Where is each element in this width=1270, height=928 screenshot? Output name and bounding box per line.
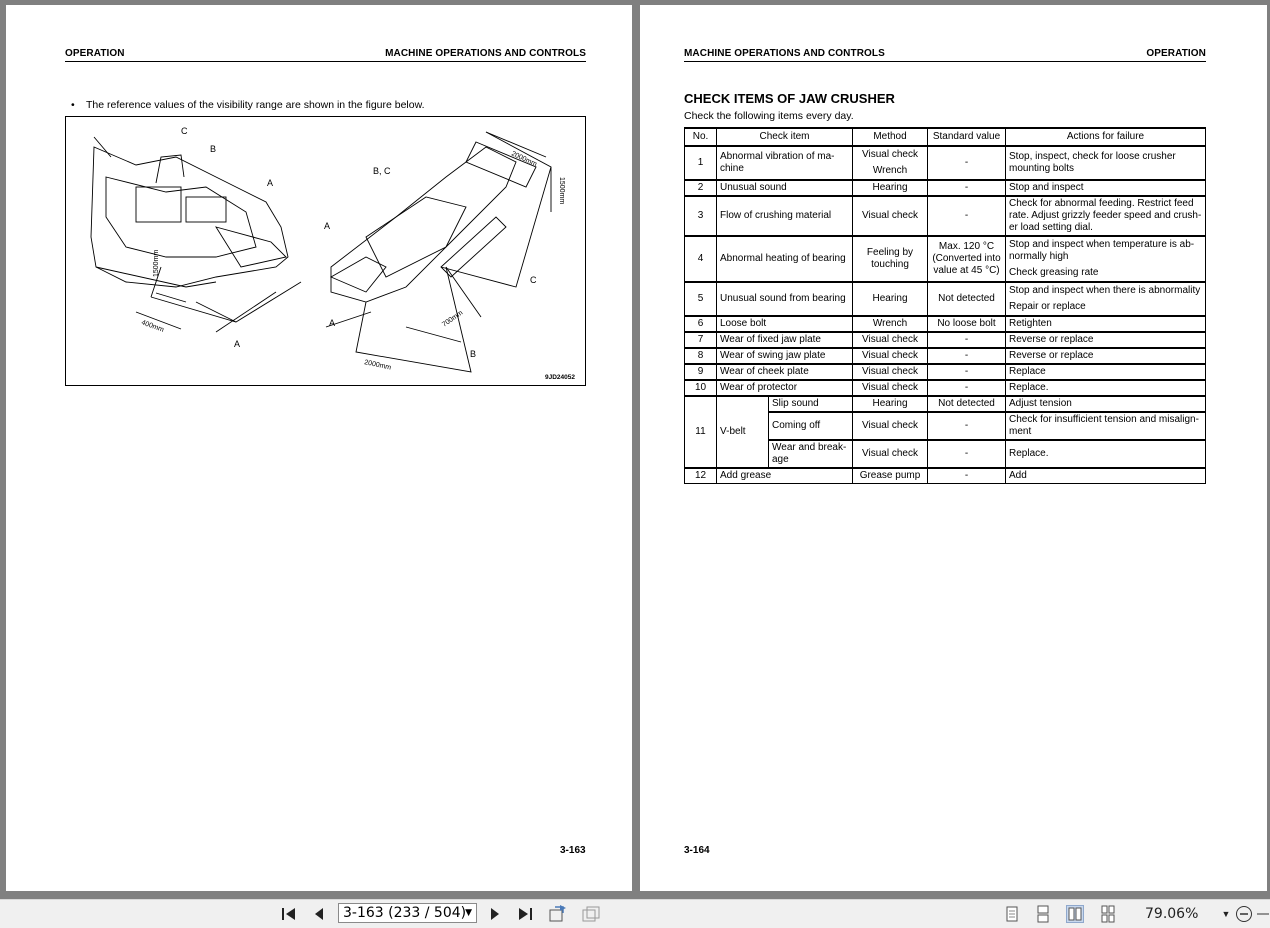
cell-method: Hearing (853, 180, 928, 196)
section-title: CHECK ITEMS OF JAW CRUSHER (684, 91, 895, 106)
cell-std: - (928, 146, 1006, 180)
header-rule (65, 61, 586, 62)
label-2000mm-bottom: 2000mm (363, 359, 392, 372)
cell-action: Reverse or replace (1006, 332, 1206, 348)
cell-action: Replace. (1006, 440, 1206, 468)
cell-std: Max. 120 °C (Converted into value at 45 °C) (928, 236, 1006, 282)
cell-action: Check for abnormal feeding. Restrict feed rate. Adjust grizzly feeder speed and crush-er load setting dial. (1006, 196, 1206, 236)
cell-method: Hearing (853, 396, 928, 412)
label-a-left-bottom: A (234, 339, 241, 349)
cell-no: 4 (685, 236, 717, 282)
cell-method: Visual check (853, 196, 928, 236)
cell-item: Wear of cheek plate (717, 364, 853, 380)
table-row (685, 196, 1206, 236)
cell-std: Not detected (928, 396, 1006, 412)
table-row-vbelt (685, 396, 1206, 412)
previous-view-icon[interactable] (546, 904, 568, 924)
cell-std: - (928, 440, 1006, 468)
cell-std: - (928, 180, 1006, 196)
cell-item: Wear of protector (717, 380, 853, 396)
cell-subitem: Slip sound (769, 396, 853, 412)
prev-page-icon[interactable] (308, 904, 330, 924)
cell-std: - (928, 332, 1006, 348)
table-row (685, 332, 1206, 348)
cell-std: - (928, 196, 1006, 236)
label-a-right-top: A (324, 221, 331, 231)
cell-action: Stop and inspect when temperature is ab-normally high Check greasing rate (1006, 236, 1206, 282)
cell-item: Wear of fixed jaw plate (717, 332, 853, 348)
cell-action: Reverse or replace (1006, 348, 1206, 364)
cell-no: 7 (685, 332, 717, 348)
cell-action: Check for insufficient tension and misalign-ment (1006, 412, 1206, 440)
cell-std: - (928, 348, 1006, 364)
cell-method: Wrench (853, 316, 928, 332)
table-row (685, 236, 1206, 282)
next-view-icon[interactable] (579, 904, 601, 924)
cell-method: Hearing (853, 282, 928, 316)
cell-method: Visual check Wrench (853, 146, 928, 180)
col-header-no: No. (685, 128, 717, 146)
visibility-range-diagram (66, 117, 585, 385)
document-page-right (640, 5, 1267, 891)
cell-item: Wear of swing jaw plate (717, 348, 853, 364)
cell-action: Retighten (1006, 316, 1206, 332)
cell-action: Stop, inspect, check for loose crusher mounting bolts (1006, 146, 1206, 180)
label-a-right-bottom: A (329, 318, 336, 328)
cell-std: - (928, 412, 1006, 440)
cell-method: Visual check (853, 440, 928, 468)
check-items-table (684, 127, 1206, 484)
zoom-dropdown-icon[interactable]: ▼ (1221, 909, 1231, 919)
page-number: 3-163 (560, 845, 586, 856)
two-page-continuous-icon[interactable] (1099, 905, 1117, 923)
viewer-toolbar (0, 899, 1270, 928)
cell-std: - (928, 380, 1006, 396)
last-page-icon[interactable] (514, 904, 536, 924)
cell-action: Add (1006, 468, 1206, 484)
cell-std: Not detected (928, 282, 1006, 316)
cell-method: Grease pump (853, 468, 928, 484)
cell-method: Feeling by touching (853, 236, 928, 282)
cell-std: - (928, 468, 1006, 484)
bullet-text: The reference values of the visibility range are shown in the figure below. (86, 99, 425, 111)
table-row (685, 364, 1206, 380)
table-row (685, 348, 1206, 364)
cell-action: Stop and inspect (1006, 180, 1206, 196)
chevron-down-icon[interactable]: ▼ (465, 908, 472, 918)
cell-method: Visual check (853, 412, 928, 440)
document-page-left (6, 5, 632, 891)
table-row (685, 282, 1206, 316)
section-subtitle: Check the following items every day. (684, 110, 854, 122)
cell-no: 6 (685, 316, 717, 332)
col-header-actions: Actions for failure (1006, 128, 1206, 146)
page-header-right: OPERATION (1146, 48, 1206, 59)
cell-no: 1 (685, 146, 717, 180)
label-700mm: 700mm (441, 309, 465, 329)
cell-item: Loose bolt (717, 316, 853, 332)
cell-item: Abnormal vibration of ma-chine (717, 146, 853, 180)
visibility-figure (65, 116, 586, 386)
col-header-method: Method (853, 128, 928, 146)
cell-action: Adjust tension (1006, 396, 1206, 412)
label-bc: B, C (373, 166, 391, 176)
cell-no: 11 (685, 396, 717, 468)
cell-action: Replace. (1006, 380, 1206, 396)
cell-item: Add grease (717, 468, 853, 484)
page-header-left: OPERATION (65, 48, 125, 59)
cell-subitem: Coming off (769, 412, 853, 440)
header-rule (684, 61, 1206, 62)
page-header-left: MACHINE OPERATIONS AND CONTROLS (684, 48, 885, 59)
two-page-icon[interactable] (1066, 905, 1084, 923)
cell-method: Visual check (853, 348, 928, 364)
cell-no: 2 (685, 180, 717, 196)
cell-method: Visual check (853, 364, 928, 380)
figure-code: 9JD24052 (545, 374, 575, 381)
zoom-level[interactable]: 79.06% (1145, 906, 1199, 922)
table-header-row (685, 128, 1206, 146)
label-1500mm-left: 1500mm (153, 249, 160, 277)
table-row (685, 468, 1206, 484)
label-b-right: B (470, 349, 477, 359)
label-2000mm-top: 2000mm (510, 150, 538, 169)
label-1500mm-right: 1500mm (558, 177, 565, 205)
cell-action: Replace (1006, 364, 1206, 380)
table-row (685, 380, 1206, 396)
cell-item: Flow of crushing material (717, 196, 853, 236)
table-row (685, 146, 1206, 180)
cell-no: 5 (685, 282, 717, 316)
label-a-left-top: A (267, 178, 274, 188)
continuous-icon[interactable] (1034, 905, 1052, 923)
label-c-left: C (181, 126, 188, 136)
cell-std: No loose bolt (928, 316, 1006, 332)
cell-std: - (928, 364, 1006, 380)
cell-no: 10 (685, 380, 717, 396)
table-row (685, 316, 1206, 332)
cell-no: 12 (685, 468, 717, 484)
cell-no: 8 (685, 348, 717, 364)
cell-item: Unusual sound from bearing (717, 282, 853, 316)
zoom-slider-handle[interactable] (1255, 904, 1269, 924)
cell-method: Visual check (853, 332, 928, 348)
page-header-right: MACHINE OPERATIONS AND CONTROLS (385, 48, 586, 59)
page-number: 3-164 (684, 845, 710, 856)
page-number-field[interactable]: 3-163 (233 / 504) ▼ (338, 903, 477, 923)
cell-method: Visual check (853, 380, 928, 396)
label-400mm: 400mm (140, 319, 165, 334)
cell-item: V-belt (717, 396, 769, 468)
col-header-standard-value: Standard value (928, 128, 1006, 146)
next-page-icon[interactable] (484, 904, 506, 924)
label-c-right: C (530, 275, 537, 285)
cell-subitem: Wear and break-age (769, 440, 853, 468)
cell-item: Abnormal heating of bearing (717, 236, 853, 282)
bullet-paragraph: • The reference values of the visibility range are shown in the figure below. (71, 99, 425, 111)
first-page-icon[interactable] (278, 904, 300, 924)
zoom-out-icon[interactable] (1233, 904, 1255, 924)
cell-no: 3 (685, 196, 717, 236)
cell-action: Stop and inspect when there is abnormality Repair or replace (1006, 282, 1206, 316)
table-row (685, 180, 1206, 196)
cell-no: 9 (685, 364, 717, 380)
col-header-check-item: Check item (717, 128, 853, 146)
label-b-left: B (210, 144, 217, 154)
single-page-icon[interactable] (1003, 905, 1021, 923)
cell-item: Unusual sound (717, 180, 853, 196)
